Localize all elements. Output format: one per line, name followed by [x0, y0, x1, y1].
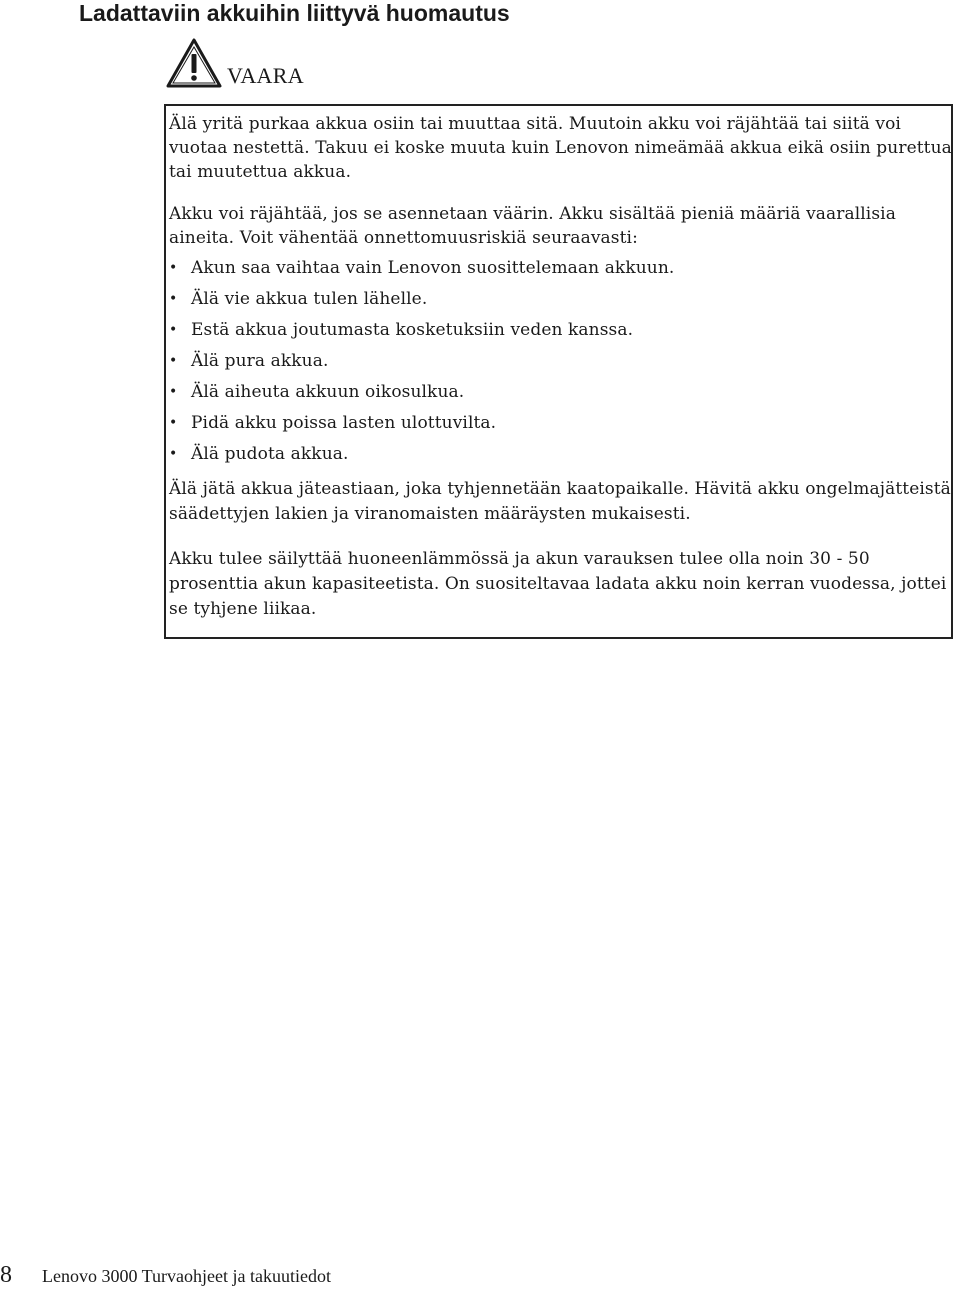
notice-paragraph-2: Akku voi räjähtää, jos se asennetaan väärin. Akku sisältää pieniä määriä vaarallisia aineita. Voit vähentää onnettomuusriskiä seuraavasti: [169, 204, 896, 248]
notice-paragraph-4: Akku tulee säilyttää huoneenlämmössä ja akun varauksen tulee olla noin 30 - 50 prosenttia akun kapasiteetista. On suositeltavaa ladata akku noin kerran vuodessa, jottei se tyhjene liikaa. [169, 549, 947, 619]
page-number: 8 [0, 1262, 12, 1288]
warning-label: VAARA [227, 63, 304, 88]
page-heading: Ladattaviin akkuihin liittyvä huomautus [79, 0, 510, 26]
list-item: • Älä vie akkua tulen lähelle. [169, 287, 953, 318]
list-item: • Pidä akku poissa lasten ulottuvilta. [169, 411, 953, 442]
list-item: • Älä pudota akkua. [169, 442, 953, 473]
list-item: • Älä pura akkua. [169, 349, 953, 380]
notice-paragraph-3: Älä jätä akkua jäteastiaan, joka tyhjennetään kaatopaikalle. Hävitä akku ongelmajätteistä säädettyjen lakien ja viranomaisten määräysten mukaisesti. [169, 479, 951, 524]
notice-content [169, 112, 953, 622]
safety-list [169, 256, 953, 473]
footer-title: Lenovo 3000 Turvaohjeet ja takuutiedot [42, 1266, 331, 1286]
warning-triangle-icon [165, 37, 223, 89]
warning-header [165, 33, 304, 89]
list-item: • Akun saa vaihtaa vain Lenovon suosittelemaan akkuun. [169, 256, 953, 287]
list-item: • Estä akkua joutumasta kosketuksiin veden kanssa. [169, 318, 953, 349]
page-footer [0, 1262, 331, 1289]
list-item: • Älä aiheuta akkuun oikosulkua. [169, 380, 953, 411]
notice-paragraph-1: Älä yritä purkaa akkua osiin tai muuttaa sitä. Muutoin akku voi räjähtää tai siitä voi vuotaa nestettä. Takuu ei koske muuta kuin Lenovon nimeämää akkua eikä osiin purettua tai muutettua akkua. [169, 114, 952, 182]
